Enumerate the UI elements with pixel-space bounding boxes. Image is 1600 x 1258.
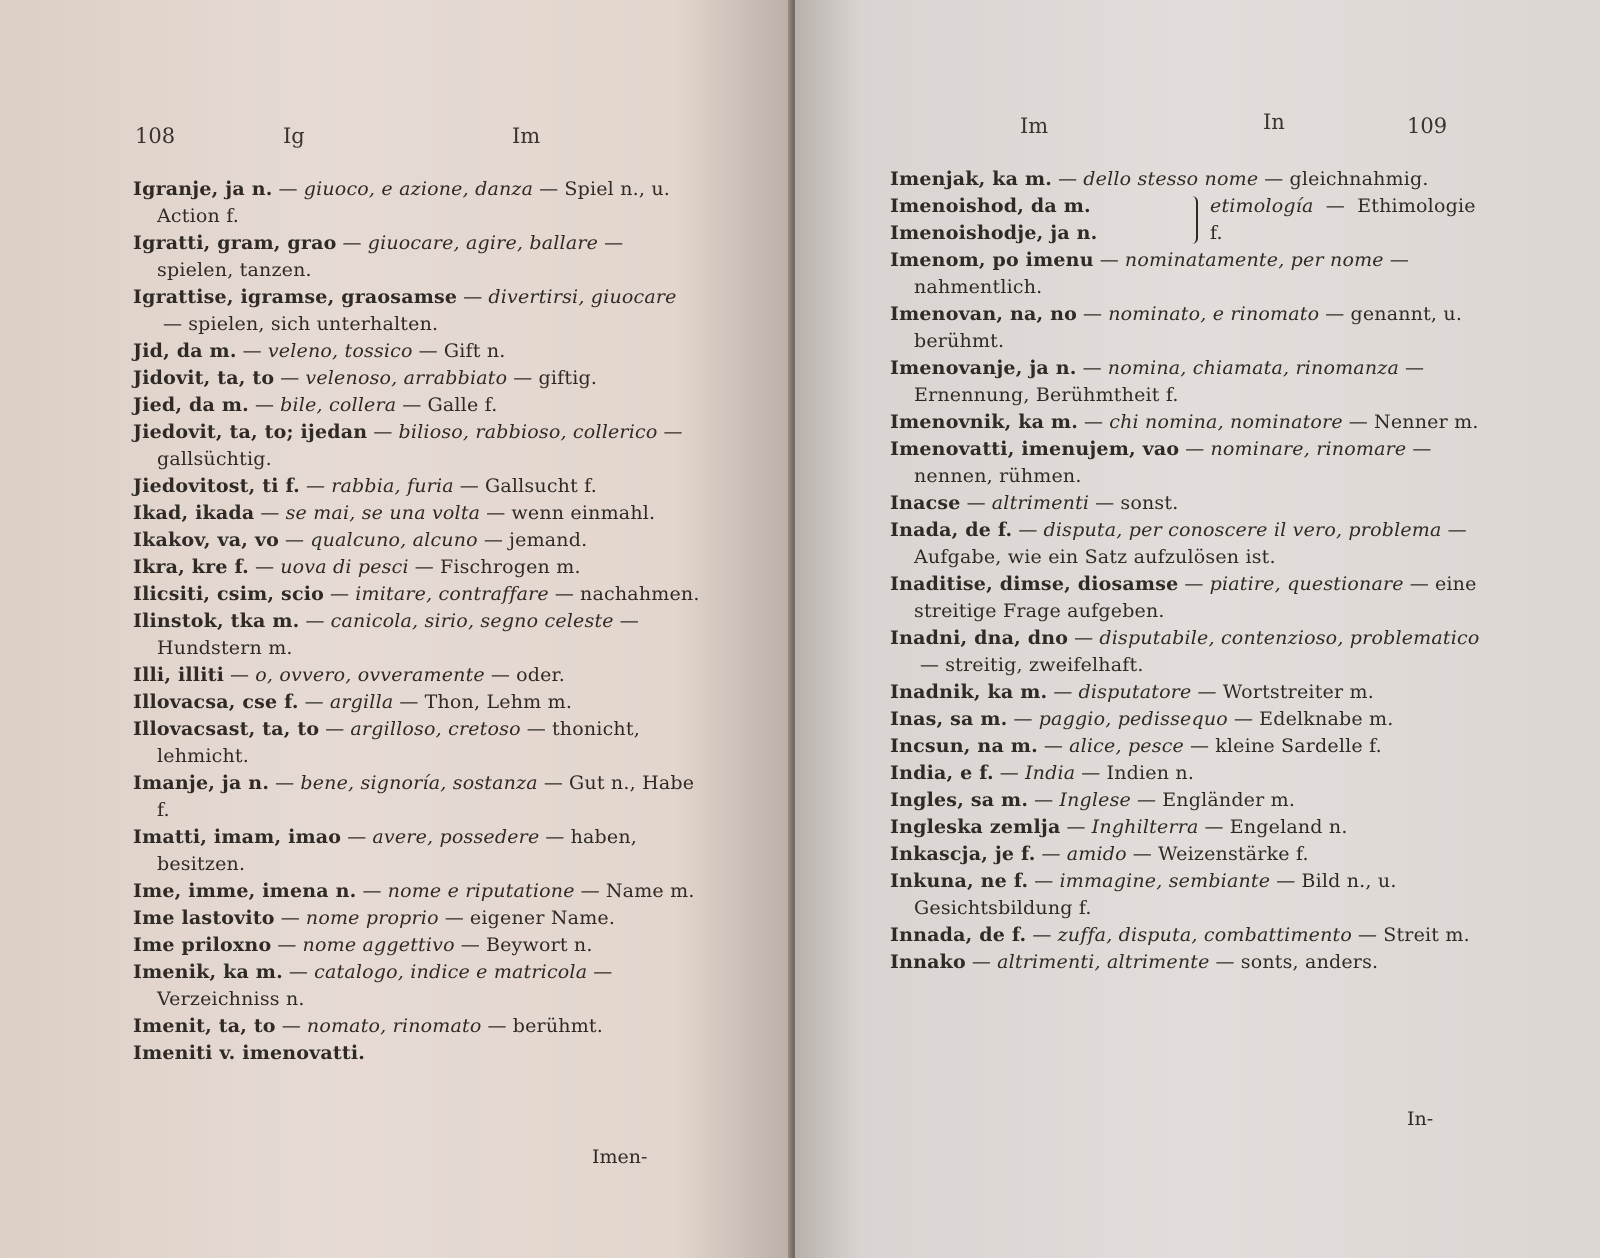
german-gloss: Hundstern m. — [157, 637, 293, 659]
dash: — — [966, 492, 986, 514]
german-gloss: Wortstreiter m. — [1222, 681, 1374, 703]
dictionary-entry — [890, 409, 1480, 436]
german-gloss: gleichnahmig. — [1289, 168, 1429, 190]
dictionary-entry — [890, 760, 1480, 787]
dash: — — [1095, 492, 1115, 514]
entry-list — [890, 166, 1480, 976]
dash: — — [1184, 573, 1204, 595]
italian-gloss: bene, signoría, sostanza — [300, 772, 538, 794]
dash: — — [486, 502, 506, 524]
dash: — — [1066, 816, 1086, 838]
german-gloss: Beywort n. — [485, 934, 593, 956]
dictionary-entry — [890, 247, 1480, 301]
german-gloss: Indien n. — [1106, 762, 1195, 784]
italian-gloss: se mai, se una volta — [285, 502, 481, 524]
dash: — — [1215, 951, 1235, 973]
dictionary-entry — [133, 230, 703, 284]
dash: — — [280, 367, 300, 389]
dash: — — [1409, 573, 1429, 595]
italian-gloss: velenoso, arrabbiato — [305, 367, 508, 389]
german-gloss: giftig. — [538, 367, 598, 389]
headword: Ilinstok, tka m. — [133, 610, 300, 632]
headword: Ingleska zemlja — [890, 816, 1061, 838]
headword: Imenovan, na, no — [890, 303, 1078, 325]
dictionary-entry — [890, 571, 1480, 625]
dash: — — [260, 502, 280, 524]
italian-gloss: disputatore — [1078, 681, 1192, 703]
headword: Innada, de f. — [890, 924, 1027, 946]
headword: Ilicsiti, csim, scio — [133, 583, 325, 605]
german-gloss: kleine Sardelle f. — [1215, 735, 1382, 757]
brace — [1186, 196, 1198, 244]
italian-gloss: nome aggettivo — [302, 934, 455, 956]
dictionary-entry — [890, 922, 1480, 949]
header-left: Ig — [283, 124, 305, 148]
dictionary-entry — [133, 716, 703, 770]
german-gloss: Gift n. — [443, 340, 506, 362]
dash: — — [1082, 357, 1102, 379]
dash: — — [281, 1015, 301, 1037]
dash: — — [604, 232, 624, 254]
dictionary-entry — [890, 436, 1480, 490]
headword: Inaditise, dimse, diosamse — [890, 573, 1179, 595]
dictionary-entry — [890, 814, 1480, 841]
dictionary-entry — [890, 301, 1480, 355]
dictionary-entry — [133, 473, 703, 500]
german-gloss: sonts, anders. — [1240, 951, 1379, 973]
dash: — — [1189, 735, 1210, 757]
german-gloss: jemand. — [509, 529, 588, 551]
german-gloss: nennen, rühmen. — [914, 465, 1082, 487]
dash: — — [373, 421, 393, 443]
german-gloss: Fischrogen m. — [439, 556, 581, 578]
headword: Imenovnik, ka m. — [890, 411, 1079, 433]
italian-gloss: catalogo, indice e matricola — [314, 961, 588, 983]
left-page — [0, 0, 795, 1258]
dash: — — [402, 394, 422, 416]
italian-gloss: bilioso, rabbioso, collerico — [398, 421, 658, 443]
paired-entry — [890, 193, 1480, 247]
dash: — — [1132, 843, 1152, 865]
italian-gloss: piatire, questionare — [1209, 573, 1404, 595]
dash: — — [254, 394, 275, 416]
page-number: 109 — [1407, 114, 1448, 138]
dash: — — [399, 691, 419, 713]
headword: Igratti, gram, grao — [133, 232, 337, 254]
italian-gloss: divertirsi, giuocare — [488, 286, 677, 308]
dash: — — [1405, 357, 1425, 379]
entry-list — [133, 176, 703, 1067]
headword: Incsun, na m. — [890, 735, 1038, 757]
dash: — — [414, 556, 434, 578]
dash: — — [1325, 195, 1345, 217]
dash: — — [163, 313, 183, 335]
italian-gloss: nomato, rinomato — [306, 1015, 482, 1037]
italian-gloss: India — [1024, 762, 1076, 784]
dash: — — [342, 232, 362, 254]
dash: — — [1058, 168, 1078, 190]
dictionary-entry — [133, 500, 703, 527]
german-gloss: Engeland n. — [1229, 816, 1348, 838]
headword: Jidovit, ta, to — [133, 367, 275, 389]
dash: — — [255, 556, 275, 578]
german-gloss: oder. — [516, 664, 565, 686]
headword: Jied, da m. — [133, 394, 249, 416]
headword: Ikakov, va, vo — [133, 529, 280, 551]
italian-gloss: alice, pesce — [1069, 735, 1184, 757]
dictionary-entry — [133, 338, 703, 365]
dash: — — [463, 286, 483, 308]
dash: — — [663, 421, 683, 443]
dash: — — [1325, 303, 1345, 325]
dash: — — [999, 762, 1019, 784]
dash: — — [490, 664, 511, 686]
dash: — — [545, 826, 565, 848]
italian-gloss: nome e riputatione — [387, 880, 575, 902]
italian-gloss: amido — [1066, 843, 1127, 865]
german-gloss: Spiel n., u. Action f. — [157, 178, 671, 227]
headword: India, e f. — [890, 762, 994, 784]
dictionary-entry — [133, 554, 703, 581]
german-gloss: Ethimologie f. — [1210, 195, 1476, 244]
dictionary-entry — [133, 1013, 703, 1040]
dictionary-entry — [890, 706, 1480, 733]
dash: — — [1083, 303, 1103, 325]
dash: — — [460, 934, 480, 956]
headword: Inadni, dna, dno — [890, 627, 1069, 649]
dictionary-entry — [890, 166, 1480, 193]
italian-gloss: uova di pesci — [280, 556, 409, 578]
dictionary-entry — [133, 662, 703, 689]
italian-gloss: bile, collera — [280, 394, 397, 416]
italian-gloss: canicola, sirio, segno celeste — [330, 610, 614, 632]
german-gloss: gallsüchtig. — [157, 448, 272, 470]
german-gloss: Galle f. — [427, 394, 498, 416]
dictionary-entry — [133, 1040, 703, 1067]
dictionary-entry — [133, 581, 703, 608]
dash: — — [418, 340, 438, 362]
headword: Ime priloxno — [133, 934, 272, 956]
italian-gloss: disputa, per conoscere il vero, problema — [1043, 519, 1442, 541]
dash: — — [288, 961, 309, 983]
headword: Illovacsa, cse f. — [133, 691, 299, 713]
dash: — — [1185, 438, 1205, 460]
dash: — — [305, 475, 326, 497]
page-number: 108 — [135, 124, 176, 148]
german-gloss: Streit m. — [1383, 924, 1470, 946]
dash: — — [1084, 411, 1104, 433]
dictionary-entry — [133, 419, 703, 473]
italian-gloss: rabbia, furia — [331, 475, 454, 497]
italian-gloss: o, ovvero, ovveramente — [255, 664, 485, 686]
dash: — — [1412, 438, 1432, 460]
headword: Ingles, sa m. — [890, 789, 1029, 811]
dictionary-entry — [133, 824, 703, 878]
german-gloss: Nenner m. — [1374, 411, 1479, 433]
german-gloss: wenn einmahl. — [511, 502, 656, 524]
headword: Jid, da m. — [133, 340, 237, 362]
italian-gloss: veleno, tossico — [267, 340, 413, 362]
italian-gloss: immagine, sembiante — [1059, 870, 1271, 892]
headword: Inkascja, je f. — [890, 843, 1036, 865]
dictionary-entry — [890, 841, 1480, 868]
headword: Imanje, ja n. — [133, 772, 270, 794]
italian-gloss: argilloso, cretoso — [350, 718, 521, 740]
headword: Imenovatti, imenujem, vao — [890, 438, 1180, 460]
dash: — — [1358, 924, 1378, 946]
dash: — — [1197, 681, 1217, 703]
headword: Jiedovit, ta, to; ijedan — [133, 421, 368, 443]
dash: — — [580, 880, 600, 902]
dash: — — [285, 529, 305, 551]
dictionary-entry — [133, 392, 703, 419]
dictionary-entry — [133, 689, 703, 716]
german-gloss: Bild n., u. Gesichtsbildung f. — [914, 870, 1397, 919]
german-gloss: eigener Name. — [469, 907, 616, 929]
headword: Innako — [890, 951, 966, 973]
header-right: In — [1263, 110, 1285, 134]
german-gloss: Edelknabe m. — [1259, 708, 1394, 730]
dash: — — [1276, 870, 1296, 892]
dash: — — [1041, 843, 1061, 865]
dictionary-entry — [890, 679, 1480, 706]
dash: — — [1034, 789, 1054, 811]
german-gloss: haben, besitzen. — [157, 826, 638, 875]
german-gloss: Gallsucht f. — [484, 475, 597, 497]
headword: Jiedovitost, ti f. — [133, 475, 300, 497]
dash: — — [277, 934, 297, 956]
dictionary-entry — [890, 868, 1480, 922]
dash: — — [230, 664, 250, 686]
german-gloss: Weizenstärke f. — [1157, 843, 1309, 865]
dash: — — [278, 178, 298, 200]
headword: Ikra, kre f. — [133, 556, 249, 578]
italian-gloss: paggio, pedissequo — [1038, 708, 1228, 730]
german-gloss: genannt, u. berühmt. — [914, 303, 1463, 352]
italian-gloss: qualcuno, alcuno — [310, 529, 478, 551]
dictionary-entry — [133, 365, 703, 392]
catchword: In- — [1407, 1108, 1434, 1130]
dash: — — [487, 1015, 507, 1037]
dash: — — [347, 826, 367, 848]
dash: — — [1053, 681, 1073, 703]
italian-gloss: argilla — [329, 691, 394, 713]
headword: Illovacsast, ta, to — [133, 718, 320, 740]
german-gloss: Name m. — [605, 880, 695, 902]
dictionary-entry — [133, 959, 703, 1013]
italian-gloss: altrimenti — [991, 492, 1090, 514]
italian-gloss: nominare, rinomare — [1210, 438, 1407, 460]
headword: Imenom, po imenu — [890, 249, 1094, 271]
dash: — — [1018, 519, 1038, 541]
italian-gloss: etimología — [1210, 195, 1314, 217]
dictionary-entry — [133, 527, 703, 554]
headword: Imenoishodje, ja n. — [890, 222, 1098, 244]
german-gloss: spielen, tanzen. — [157, 259, 312, 281]
italian-gloss: disputabile, contenzioso, problematico — [1099, 627, 1480, 649]
italian-gloss: avere, possedere — [372, 826, 540, 848]
headword: Imenjak, ka m. — [890, 168, 1053, 190]
german-gloss: nachahmen. — [580, 583, 700, 605]
italian-gloss: nominato, e rinomato — [1108, 303, 1320, 325]
italian-gloss: imitare, contraffare — [355, 583, 549, 605]
german-gloss: Verzeichniss n. — [157, 988, 305, 1010]
dash: — — [513, 367, 533, 389]
dictionary-entry — [890, 490, 1480, 517]
dash: — — [330, 583, 350, 605]
german-gloss: berühmt. — [512, 1015, 603, 1037]
dash: — — [483, 529, 504, 551]
headword: Inacse — [890, 492, 961, 514]
headword: Imenit, ta, to — [133, 1015, 276, 1037]
dictionary-entry — [890, 949, 1480, 976]
italian-gloss: nomina, chiamata, rinomanza — [1107, 357, 1400, 379]
dash: — — [539, 178, 559, 200]
headword: Ikad, ikada — [133, 502, 255, 524]
header-left: Im — [1020, 114, 1049, 138]
dash: — — [1034, 870, 1054, 892]
german-gloss: nahmentlich. — [914, 276, 1043, 298]
catchword: Imen- — [592, 1146, 648, 1168]
headword: Imatti, imam, imao — [133, 826, 342, 848]
dash: — — [444, 907, 464, 929]
dash: — — [275, 772, 295, 794]
dictionary-entry — [133, 905, 703, 932]
dash: — — [280, 907, 300, 929]
italian-gloss: Inglese — [1059, 789, 1131, 811]
headword: Inkuna, ne f. — [890, 870, 1029, 892]
italian-gloss: zuffa, disputa, combattimento — [1057, 924, 1353, 946]
german-gloss: spielen, sich unterhalten. — [188, 313, 439, 335]
dictionary-entry — [890, 355, 1480, 409]
german-gloss: Ernennung, Berühmtheit f. — [914, 384, 1179, 406]
dash: — — [1081, 762, 1101, 784]
headword: Igrattise, igramse, graosamse — [133, 286, 458, 308]
german-gloss: eine streitige Frage aufgeben. — [914, 573, 1477, 622]
headword: Inada, de f. — [890, 519, 1013, 541]
italian-gloss: chi nomina, nominatore — [1109, 411, 1343, 433]
dash: — — [304, 691, 324, 713]
dash: — — [1447, 519, 1467, 541]
headword: Illi, illiti — [133, 664, 225, 686]
dash: — — [305, 610, 325, 632]
headword: Ime, imme, imena n. — [133, 880, 357, 902]
dash: — — [1348, 411, 1368, 433]
dash: — — [242, 340, 262, 362]
right-page — [795, 0, 1600, 1258]
italian-gloss: giuoco, e azione, danza — [303, 178, 534, 200]
dash: — — [543, 772, 564, 794]
dash: — — [526, 718, 546, 740]
headword: Inadnik, ka m. — [890, 681, 1048, 703]
header-right: Im — [512, 124, 541, 148]
italian-gloss: altrimenti, altrimente — [997, 951, 1210, 973]
italian-gloss: giuocare, agire, ballare — [367, 232, 599, 254]
italian-gloss: Inghilterra — [1091, 816, 1199, 838]
dictionary-entry — [890, 517, 1480, 571]
dash: — — [593, 961, 613, 983]
italian-gloss: nome proprio — [305, 907, 439, 929]
dash: — — [554, 583, 575, 605]
german-gloss: Gut n., Habe f. — [157, 772, 695, 821]
dictionary-entry — [890, 625, 1480, 679]
dash: — — [362, 880, 382, 902]
dash: — — [619, 610, 639, 632]
dash: — — [920, 654, 940, 676]
dash: — — [459, 475, 479, 497]
headword: Imenoishod, da m. — [890, 195, 1091, 217]
dash: — — [1013, 708, 1033, 730]
german-gloss: Thon, Lehm m. — [424, 691, 573, 713]
headword: Inas, sa m. — [890, 708, 1008, 730]
german-gloss: streitig, zweifelhaft. — [945, 654, 1144, 676]
headword: Imeniti v. imenovatti. — [133, 1042, 366, 1064]
dash: — — [1043, 735, 1064, 757]
dash: — — [325, 718, 345, 740]
dash: — — [1204, 816, 1224, 838]
german-gloss: sonst. — [1120, 492, 1179, 514]
dash: — — [1074, 627, 1094, 649]
headword: Ime lastovito — [133, 907, 275, 929]
german-gloss: Aufgabe, wie ein Satz aufzulösen ist. — [914, 546, 1276, 568]
headword: Imenovanje, ja n. — [890, 357, 1077, 379]
dictionary-entry — [133, 284, 703, 338]
dash: — — [1032, 924, 1052, 946]
italian-gloss: nominatamente, per nome — [1124, 249, 1384, 271]
dash: — — [1137, 789, 1157, 811]
dash: — — [1099, 249, 1119, 271]
dictionary-entry — [133, 932, 703, 959]
dictionary-entry — [890, 733, 1480, 760]
german-gloss: thonicht, lehmicht. — [157, 718, 640, 767]
dictionary-entry — [133, 770, 703, 824]
dictionary-entry — [133, 176, 703, 230]
dash: — — [1233, 708, 1254, 730]
german-gloss: Engländer m. — [1162, 789, 1296, 811]
dash: — — [1389, 249, 1409, 271]
dash: — — [1264, 168, 1284, 190]
italian-gloss: dello stesso nome — [1083, 168, 1259, 190]
dictionary-entry — [133, 878, 703, 905]
headword: Igranje, ja n. — [133, 178, 273, 200]
dash: — — [971, 951, 992, 973]
dictionary-entry — [890, 787, 1480, 814]
headword: Imenik, ka m. — [133, 961, 283, 983]
dictionary-entry — [133, 608, 703, 662]
